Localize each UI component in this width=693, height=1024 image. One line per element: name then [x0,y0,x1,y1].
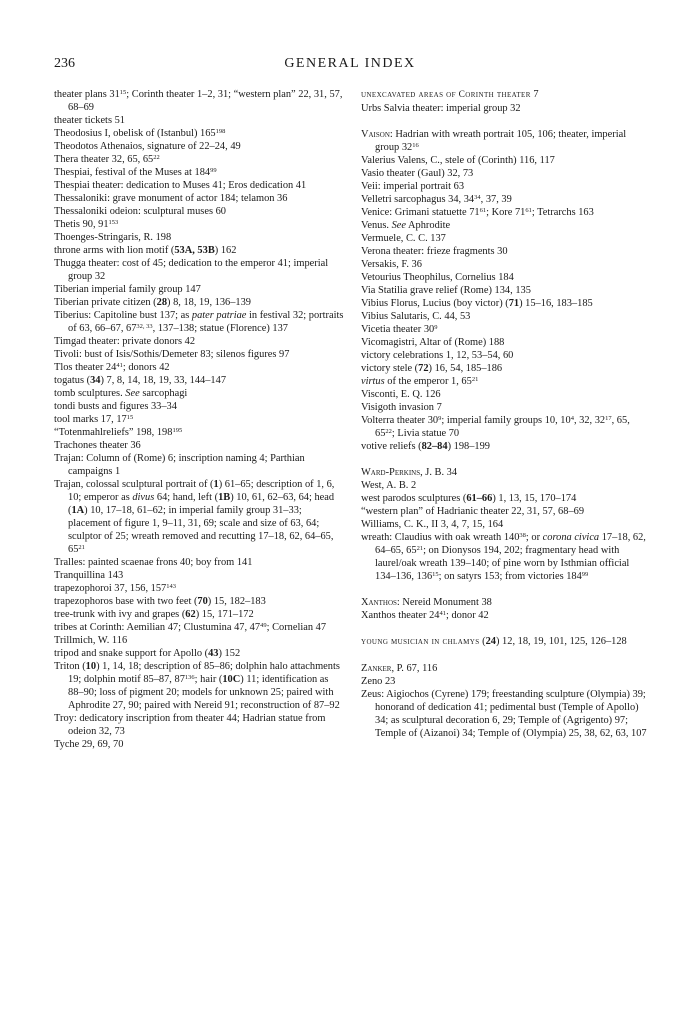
index-entry: Troy: dedicatory inscription from theater 44; Hadrian statue from odeion 32, 73 [54,713,326,737]
index-entry: Versakis, F. 36 [361,259,422,270]
index-entry: Tivoli: bust of Isis/Sothis/Demeter 83; silenos figures 97 [54,349,290,360]
index-entry: Trajan: Column of (Rome) 6; inscription naming 4; Parthian campaigns 1 [54,453,305,477]
index-entry: Vicetia theater $30^9$ [361,324,438,335]
index-entry: Tiberian imperial family group 147 [54,284,201,295]
index-entry: trapezophoroi 37, 156, $157^{143}$ [54,583,177,594]
index-column-right [361,88,648,740]
index-entry: votive reliefs (82–84) 198–199 [361,441,491,452]
index-entry: Xanthos: Nereid Monument 38 [361,597,492,608]
index-entry: theater tickets 51 [54,115,125,126]
index-entry: Zeno 23 [361,676,396,687]
index-entry: Tralles: painted scaenae frons 40; boy from 141 [54,557,253,568]
index-entry: virtus of the emperor 1, $65^{21}$ [361,376,479,387]
index-entry: theater plans $31^{15}$; Corinth theater 1–2, 31; “western plan” 22, 31, 57, 68–69 [54,89,343,113]
index-entry: Visigoth invasion 7 [361,402,442,413]
index-entry: Velletri sarcophagus 34, $34^{34}$, 37, 39 [361,194,512,205]
index-entry: Valerius Valens, C., stele of (Corinth) 116, 117 [361,155,555,166]
index-entry: unexcavated areas of Corinth theater 7 [361,89,539,100]
index-entry: Theodosius I, obelisk of (Istanbul) $165^{198}$ [54,128,226,139]
index-entry: Tyche 29, 69, 70 [54,739,124,750]
index-column-left [54,88,344,751]
index-entry: Thessaloniki: grave monument of actor 184; telamon 36 [54,193,288,204]
index-entry: Veii: imperial portrait 63 [361,181,465,192]
index-entry: Vaison: Hadrian with wreath portrait 105, 106; theater, imperial group $32^{16}$ [361,129,627,153]
index-entry: Thugga theater: cost of 45; dedication to the emperor 41; imperial group 32 [54,258,329,282]
index-entry: Tranquillina 143 [54,570,124,581]
index-entry: Tiberian private citizen (28) 8, 18, 19, 136–139 [54,297,252,308]
index-entry: Tlos theater $24^{41}$; donors 42 [54,362,170,373]
index-entry: Triton (10) 1, 14, 18; description of 85–86; dolphin halo attachments 19; dolphin motif 85–87, $87^{136}$; hair (10C) 11; identification as 88–90; loss of pigment 20; models for unknown 25; paired with Aphrodite 27, 90; paired with Nereid 91; reconstruction of 87–92 [54,661,340,711]
index-entry: tribes at Corinth: Aemilian 47; Clustumina 47, $47^{49}$; Cornelian 47 [54,622,327,633]
index-entry: Trajan, colossal sculptural portrait of (1) 61–65; description of 1, 6, 10; emperor as divus 64; hand, left (1B) 10, 61, 62–63, 64; head (1A) 10, 17–18, 61–62; in imperial family group 31–33; placement of figure 1, 9–11, 31, 69; scale and size of 63, 64; sculptor of 25; wreath removed and recutting 17–18, 62, 64–65, $65^{21}$ [54,479,335,555]
running-head: GENERAL INDEX [284,56,416,71]
index-entry: throne arms with lion motif (53A, 53B) 162 [54,245,237,256]
index-entry: Vicomagistri, Altar of (Rome) 188 [361,337,505,348]
index-entry: Vermuele, C. C. 137 [361,233,446,244]
index-entry: Vibius Salutaris, C. 44, 53 [361,311,471,322]
index-entry: Thetis 90, $91^{153}$ [54,219,119,230]
index-entry: Trachones theater 36 [54,440,141,451]
index-entry: Thespiai, festival of the Muses at $184^{99}$ [54,167,217,178]
index-entry: tripod and snake support for Apollo (43) 152 [54,648,241,659]
index-entry: victory celebrations 1, 12, 53–54, 60 [361,350,514,361]
index-entry: tondi busts and figures 33–34 [54,401,177,412]
index-entry: Timgad theater: private donors 42 [54,336,196,347]
index-entry: wreath: Claudius with oak wreath $140^{38}$; or corona civica 17–18, 62, 64–65, $65^{21}$; on Dionysos 194, 202; fragmentary head with laurel/oak wreath 139–140; of pine worn by Isthmian official 134–136, $136^{15}$; on satyrs 153; from victories $184^{99}$ [361,532,646,582]
index-entry: Venus. See Aphrodite [361,220,451,231]
page-header [54,56,646,76]
index-entry: Urbs Salvia theater: imperial group 32 [361,103,521,114]
index-entry: west parodos sculptures (61–66) 1, 13, 15, 170–174 [361,493,577,504]
index-entry: tool marks 17, $17^{15}$ [54,414,134,425]
index-entry: tomb sculptures. See sarcophagi [54,388,188,399]
index-entry: Visconti, E. Q. 126 [361,389,441,400]
index-entry: Williams, C. K., II 3, 4, 7, 15, 164 [361,519,504,530]
index-entry: West, A. B. 2 [361,480,417,491]
index-entry: Venice: Grimani statuette $71^{61}$; Kore $71^{61}$; Tetrarchs 163 [361,207,594,218]
index-entry: Vibius Florus, Lucius (boy victor) (71) 15–16, 183–185 [361,298,593,309]
index-entry: Zeus: Aigiochos (Cyrene) 179; freestanding sculpture (Olympia) 39; honorand of dedication 41; pedimental bust (Temple of Apollo) 34; as sculptural decoration 6, 29; Temple of (Agrigento) 97; Temple of (Aizanoi) 34; Temple of (Olympia) 25, 38, 62, 63, 107 [361,689,647,739]
index-entry: Verona theater: frieze fragments 30 [361,246,508,257]
index-entry: Via Statilia grave relief (Rome) 134, 135 [361,285,531,296]
index-entry: Volterra theater $30^9$; imperial family groups 10, $10^4$, 32, $32^{17}$, 65, $65^{22}$; Livia statue 70 [361,415,630,439]
index-entry: tree-trunk with ivy and grapes (62) 15, 171–172 [54,609,254,620]
index-entry: Xanthos theater $24^{41}$; donor 42 [361,610,489,621]
index-entry: Tiberius: Capitoline bust 137; as pater patriae in festival 32; portraits of 63, 66–67, 67$^{32, 33}$, 137–138; statue (Florence) 137 [54,310,344,334]
index-entry: Theodotos Athenaios, signature of 22–24, 49 [54,141,241,152]
index-entry: Vetourius Theophilus, Cornelius 184 [361,272,514,283]
index-entry: “western plan” of Hadrianic theater 22, 31, 57, 68–69 [361,506,585,517]
index-entry: young musician in chlamys (24) 12, 18, 19, 101, 125, 126–128 [361,636,627,647]
index-entry: trapezophoros base with two feet (70) 15, 182–183 [54,596,266,607]
index-entry: Zanker, P. 67, 116 [361,663,438,674]
index-entry: Thessaloniki odeion: sculptural muses 60 [54,206,226,217]
index-entry: Vasio theater (Gaul) 32, 73 [361,168,474,179]
index-entry: Trillmich, W. 116 [54,635,128,646]
index-entry: Thespiai theater: dedication to Muses 41; Eros dedication 41 [54,180,307,191]
page-number: 236 [54,56,75,71]
index-entry: Thoenges-Stringaris, R. 198 [54,232,172,243]
index-entry: togatus (34) 7, 8, 14, 18, 19, 33, 144–147 [54,375,227,386]
index-entry: Thera theater 32, 65, $65^{22}$ [54,154,160,165]
index-entry: victory stele (72) 16, 54, 185–186 [361,363,503,374]
index-entry: “Totenmahlreliefs” 198, $198^{195}$ [54,427,183,438]
index-entry: Ward-Perkins, J. B. 34 [361,467,458,478]
